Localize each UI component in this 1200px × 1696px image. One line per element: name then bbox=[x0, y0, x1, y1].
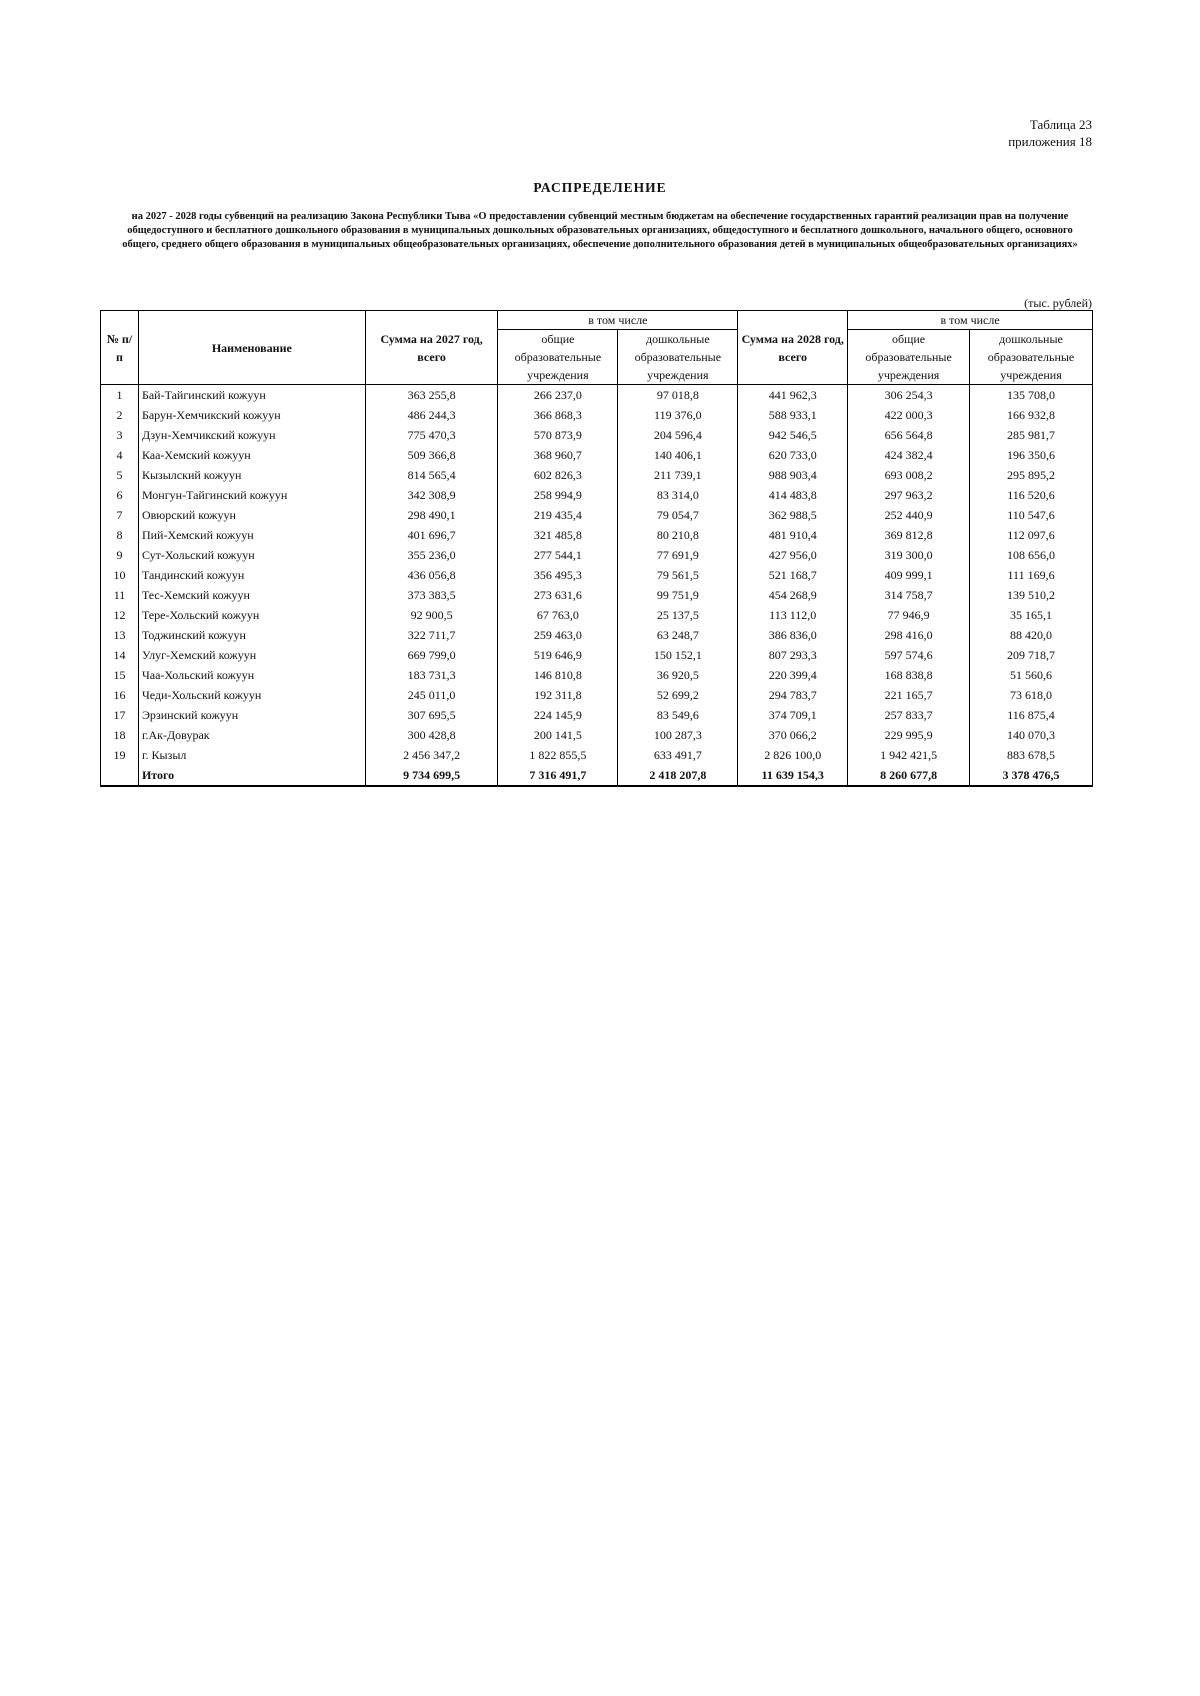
row-name: Барун-Хемчикский кожуун bbox=[138, 405, 365, 425]
table-row bbox=[101, 725, 1093, 745]
row-number: 18 bbox=[101, 725, 139, 745]
row-number: 6 bbox=[101, 485, 139, 505]
row-sum-2027: 363 255,8 bbox=[365, 385, 498, 406]
row-preschool-2028: 139 510,2 bbox=[970, 585, 1093, 605]
header-general-2028: общие образовательные учреждения bbox=[848, 330, 970, 385]
row-name: Улуг-Хемский кожуун bbox=[138, 645, 365, 665]
row-number: 17 bbox=[101, 705, 139, 725]
row-name: Чаа-Хольский кожуун bbox=[138, 665, 365, 685]
row-name: Каа-Хемский кожуун bbox=[138, 445, 365, 465]
row-preschool-2027: 25 137,5 bbox=[618, 605, 738, 625]
table-row bbox=[101, 585, 1093, 605]
row-general-2027: 277 544,1 bbox=[498, 545, 618, 565]
row-sum-2027: 355 236,0 bbox=[365, 545, 498, 565]
header-in-total-2027: в том числе bbox=[498, 311, 738, 330]
row-general-2028: 597 574,6 bbox=[848, 645, 970, 665]
row-preschool-2028: 166 932,8 bbox=[970, 405, 1093, 425]
row-preschool-2027: 119 376,0 bbox=[618, 405, 738, 425]
row-general-2027: 259 463,0 bbox=[498, 625, 618, 645]
row-preschool-2028: 108 656,0 bbox=[970, 545, 1093, 565]
table-row bbox=[101, 625, 1093, 645]
units-label: (тыс. рублей) bbox=[1024, 296, 1092, 310]
row-number: 10 bbox=[101, 565, 139, 585]
row-general-2027: 219 435,4 bbox=[498, 505, 618, 525]
total-number-cell bbox=[101, 765, 139, 786]
row-sum-2028: 988 903,4 bbox=[738, 465, 848, 485]
row-preschool-2028: 35 165,1 bbox=[970, 605, 1093, 625]
row-sum-2027: 486 244,3 bbox=[365, 405, 498, 425]
row-name: Сут-Хольский кожуун bbox=[138, 545, 365, 565]
row-name: Тес-Хемский кожуун bbox=[138, 585, 365, 605]
row-sum-2028: 374 709,1 bbox=[738, 705, 848, 725]
row-preschool-2028: 295 895,2 bbox=[970, 465, 1093, 485]
row-preschool-2028: 51 560,6 bbox=[970, 665, 1093, 685]
appendix-number: приложения 18 bbox=[1008, 134, 1092, 149]
row-general-2028: 424 382,4 bbox=[848, 445, 970, 465]
row-general-2028: 297 963,2 bbox=[848, 485, 970, 505]
header-sum-2027: Сумма на 2027 год, всего bbox=[365, 311, 498, 385]
row-preschool-2027: 633 491,7 bbox=[618, 745, 738, 765]
row-preschool-2028: 116 875,4 bbox=[970, 705, 1093, 725]
row-sum-2027: 2 456 347,2 bbox=[365, 745, 498, 765]
row-general-2028: 298 416,0 bbox=[848, 625, 970, 645]
table-number: Таблица 23 bbox=[1029, 117, 1092, 132]
distribution-table bbox=[100, 310, 1093, 787]
row-general-2027: 366 868,3 bbox=[498, 405, 618, 425]
row-sum-2028: 427 956,0 bbox=[738, 545, 848, 565]
table-row bbox=[101, 745, 1093, 765]
row-preschool-2028: 110 547,6 bbox=[970, 505, 1093, 525]
document-subtitle: на 2027 - 2028 годы субвенций на реализацию Закона Республики Тыва «О предоставлении субвенций местным бюджетам на обеспечение государственных гарантий реализации прав на получение общедоступного и бесплатного дошкольного образования в муниципальных дошкольных образовательных организациях, общедоступного и бесплатного дошкольного, начального общего, основного общего, среднего общего образования в муниципальных общеобразовательных организациях, обеспечение дополнительного образования детей в муниципальных общеобразовательных организациях» bbox=[122, 211, 1078, 250]
row-number: 2 bbox=[101, 405, 139, 425]
row-sum-2027: 298 490,1 bbox=[365, 505, 498, 525]
row-preschool-2028: 883 678,5 bbox=[970, 745, 1093, 765]
row-general-2027: 570 873,9 bbox=[498, 425, 618, 445]
row-general-2028: 77 946,9 bbox=[848, 605, 970, 625]
row-preschool-2027: 77 691,9 bbox=[618, 545, 738, 565]
row-preschool-2027: 79 054,7 bbox=[618, 505, 738, 525]
row-general-2028: 168 838,8 bbox=[848, 665, 970, 685]
total-sum-2027: 9 734 699,5 bbox=[365, 765, 498, 786]
row-sum-2027: 307 695,5 bbox=[365, 705, 498, 725]
row-preschool-2028: 112 097,6 bbox=[970, 525, 1093, 545]
row-preschool-2028: 209 718,7 bbox=[970, 645, 1093, 665]
row-general-2027: 602 826,3 bbox=[498, 465, 618, 485]
row-general-2027: 258 994,9 bbox=[498, 485, 618, 505]
table-row bbox=[101, 705, 1093, 725]
row-number: 13 bbox=[101, 625, 139, 645]
row-preschool-2027: 99 751,9 bbox=[618, 585, 738, 605]
table-row bbox=[101, 445, 1093, 465]
row-general-2028: 252 440,9 bbox=[848, 505, 970, 525]
header-general-2027: общие образовательные учреждения bbox=[498, 330, 618, 385]
row-number: 16 bbox=[101, 685, 139, 705]
header-sum-2028: Сумма на 2028 год, всего bbox=[738, 311, 848, 385]
row-general-2027: 224 145,9 bbox=[498, 705, 618, 725]
table-reference bbox=[1008, 116, 1092, 150]
row-preschool-2027: 100 287,3 bbox=[618, 725, 738, 745]
row-sum-2028: 294 783,7 bbox=[738, 685, 848, 705]
row-preschool-2028: 196 350,6 bbox=[970, 445, 1093, 465]
row-preschool-2027: 63 248,7 bbox=[618, 625, 738, 645]
row-general-2028: 422 000,3 bbox=[848, 405, 970, 425]
row-sum-2028: 414 483,8 bbox=[738, 485, 848, 505]
table-row bbox=[101, 385, 1093, 406]
header-in-total-2028: в том числе bbox=[848, 311, 1093, 330]
row-name: Тере-Хольский кожуун bbox=[138, 605, 365, 625]
row-preschool-2027: 80 210,8 bbox=[618, 525, 738, 545]
row-name: Овюрский кожуун bbox=[138, 505, 365, 525]
row-general-2028: 306 254,3 bbox=[848, 385, 970, 406]
header-preschool-2028: дошкольные образовательные учреждения bbox=[970, 330, 1093, 385]
row-general-2027: 368 960,7 bbox=[498, 445, 618, 465]
document-title: РАСПРЕДЕЛЕНИЕ bbox=[533, 180, 667, 195]
row-sum-2028: 386 836,0 bbox=[738, 625, 848, 645]
row-preschool-2027: 79 561,5 bbox=[618, 565, 738, 585]
row-general-2027: 67 763,0 bbox=[498, 605, 618, 625]
row-preschool-2028: 285 981,7 bbox=[970, 425, 1093, 445]
row-general-2028: 319 300,0 bbox=[848, 545, 970, 565]
row-name: г.Ак-Довурак bbox=[138, 725, 365, 745]
total-row bbox=[101, 765, 1093, 786]
row-sum-2028: 588 933,1 bbox=[738, 405, 848, 425]
table-row bbox=[101, 525, 1093, 545]
table-row bbox=[101, 485, 1093, 505]
row-name: Бай-Тайгинский кожуун bbox=[138, 385, 365, 406]
table-row bbox=[101, 505, 1093, 525]
table-row bbox=[101, 465, 1093, 485]
table-row bbox=[101, 605, 1093, 625]
row-number: 15 bbox=[101, 665, 139, 685]
row-sum-2028: 370 066,2 bbox=[738, 725, 848, 745]
row-number: 3 bbox=[101, 425, 139, 445]
row-number: 11 bbox=[101, 585, 139, 605]
row-general-2027: 200 141,5 bbox=[498, 725, 618, 745]
row-sum-2027: 92 900,5 bbox=[365, 605, 498, 625]
row-preschool-2027: 52 699,2 bbox=[618, 685, 738, 705]
row-preschool-2027: 204 596,4 bbox=[618, 425, 738, 445]
row-name: г. Кызыл bbox=[138, 745, 365, 765]
row-sum-2027: 669 799,0 bbox=[365, 645, 498, 665]
row-general-2028: 229 995,9 bbox=[848, 725, 970, 745]
row-number: 9 bbox=[101, 545, 139, 565]
row-general-2028: 693 008,2 bbox=[848, 465, 970, 485]
row-name: Тандинский кожуун bbox=[138, 565, 365, 585]
row-general-2028: 314 758,7 bbox=[848, 585, 970, 605]
row-preschool-2027: 150 152,1 bbox=[618, 645, 738, 665]
row-number: 8 bbox=[101, 525, 139, 545]
table-row bbox=[101, 545, 1093, 565]
row-general-2027: 356 495,3 bbox=[498, 565, 618, 585]
row-preschool-2027: 36 920,5 bbox=[618, 665, 738, 685]
row-sum-2027: 436 056,8 bbox=[365, 565, 498, 585]
row-sum-2027: 322 711,7 bbox=[365, 625, 498, 645]
row-number: 5 bbox=[101, 465, 139, 485]
row-general-2027: 1 822 855,5 bbox=[498, 745, 618, 765]
row-name: Тоджинский кожуун bbox=[138, 625, 365, 645]
row-name: Пий-Хемский кожуун bbox=[138, 525, 365, 545]
header-name: Наименование bbox=[138, 311, 365, 385]
row-number: 12 bbox=[101, 605, 139, 625]
row-number: 1 bbox=[101, 385, 139, 406]
total-general-2028: 8 260 677,8 bbox=[848, 765, 970, 786]
total-general-2027: 7 316 491,7 bbox=[498, 765, 618, 786]
row-preschool-2027: 140 406,1 bbox=[618, 445, 738, 465]
row-preschool-2028: 73 618,0 bbox=[970, 685, 1093, 705]
row-general-2027: 273 631,6 bbox=[498, 585, 618, 605]
row-general-2028: 221 165,7 bbox=[848, 685, 970, 705]
row-sum-2027: 300 428,8 bbox=[365, 725, 498, 745]
row-general-2028: 1 942 421,5 bbox=[848, 745, 970, 765]
row-preschool-2027: 83 549,6 bbox=[618, 705, 738, 725]
row-number: 7 bbox=[101, 505, 139, 525]
row-general-2028: 257 833,7 bbox=[848, 705, 970, 725]
row-general-2027: 266 237,0 bbox=[498, 385, 618, 406]
row-sum-2028: 362 988,5 bbox=[738, 505, 848, 525]
row-sum-2028: 454 268,9 bbox=[738, 585, 848, 605]
row-sum-2028: 441 962,3 bbox=[738, 385, 848, 406]
row-preschool-2028: 140 070,3 bbox=[970, 725, 1093, 745]
row-sum-2028: 2 826 100,0 bbox=[738, 745, 848, 765]
total-preschool-2027: 2 418 207,8 bbox=[618, 765, 738, 786]
table-row bbox=[101, 685, 1093, 705]
row-general-2028: 369 812,8 bbox=[848, 525, 970, 545]
table-row bbox=[101, 645, 1093, 665]
row-sum-2027: 183 731,3 bbox=[365, 665, 498, 685]
row-general-2027: 321 485,8 bbox=[498, 525, 618, 545]
row-preschool-2028: 135 708,0 bbox=[970, 385, 1093, 406]
total-sum-2028: 11 639 154,3 bbox=[738, 765, 848, 786]
row-sum-2027: 401 696,7 bbox=[365, 525, 498, 545]
row-sum-2028: 113 112,0 bbox=[738, 605, 848, 625]
row-general-2028: 656 564,8 bbox=[848, 425, 970, 445]
table-row bbox=[101, 405, 1093, 425]
row-general-2028: 409 999,1 bbox=[848, 565, 970, 585]
header-number: № п/п bbox=[101, 311, 139, 385]
row-preschool-2028: 88 420,0 bbox=[970, 625, 1093, 645]
table-row bbox=[101, 665, 1093, 685]
row-number: 4 bbox=[101, 445, 139, 465]
row-number: 14 bbox=[101, 645, 139, 665]
table-row bbox=[101, 425, 1093, 445]
row-general-2027: 519 646,9 bbox=[498, 645, 618, 665]
row-sum-2028: 942 546,5 bbox=[738, 425, 848, 445]
row-general-2027: 192 311,8 bbox=[498, 685, 618, 705]
row-name: Чеди-Хольский кожуун bbox=[138, 685, 365, 705]
header-preschool-2027: дошкольные образовательные учреждения bbox=[618, 330, 738, 385]
total-name: Итого bbox=[138, 765, 365, 786]
row-preschool-2027: 97 018,8 bbox=[618, 385, 738, 406]
table-row bbox=[101, 565, 1093, 585]
row-sum-2027: 245 011,0 bbox=[365, 685, 498, 705]
row-number: 19 bbox=[101, 745, 139, 765]
table-body bbox=[101, 385, 1093, 787]
row-sum-2028: 481 910,4 bbox=[738, 525, 848, 545]
row-sum-2027: 509 366,8 bbox=[365, 445, 498, 465]
row-preschool-2028: 116 520,6 bbox=[970, 485, 1093, 505]
row-name: Эрзинский кожуун bbox=[138, 705, 365, 725]
row-sum-2027: 342 308,9 bbox=[365, 485, 498, 505]
row-sum-2027: 373 383,5 bbox=[365, 585, 498, 605]
row-sum-2027: 814 565,4 bbox=[365, 465, 498, 485]
row-name: Кызылский кожуун bbox=[138, 465, 365, 485]
row-preschool-2028: 111 169,6 bbox=[970, 565, 1093, 585]
row-sum-2028: 521 168,7 bbox=[738, 565, 848, 585]
row-sum-2027: 775 470,3 bbox=[365, 425, 498, 445]
row-sum-2028: 220 399,4 bbox=[738, 665, 848, 685]
row-name: Монгун-Тайгинский кожуун bbox=[138, 485, 365, 505]
row-name: Дзун-Хемчикский кожуун bbox=[138, 425, 365, 445]
row-preschool-2027: 211 739,1 bbox=[618, 465, 738, 485]
row-sum-2028: 620 733,0 bbox=[738, 445, 848, 465]
total-preschool-2028: 3 378 476,5 bbox=[970, 765, 1093, 786]
row-general-2027: 146 810,8 bbox=[498, 665, 618, 685]
row-preschool-2027: 83 314,0 bbox=[618, 485, 738, 505]
row-sum-2028: 807 293,3 bbox=[738, 645, 848, 665]
